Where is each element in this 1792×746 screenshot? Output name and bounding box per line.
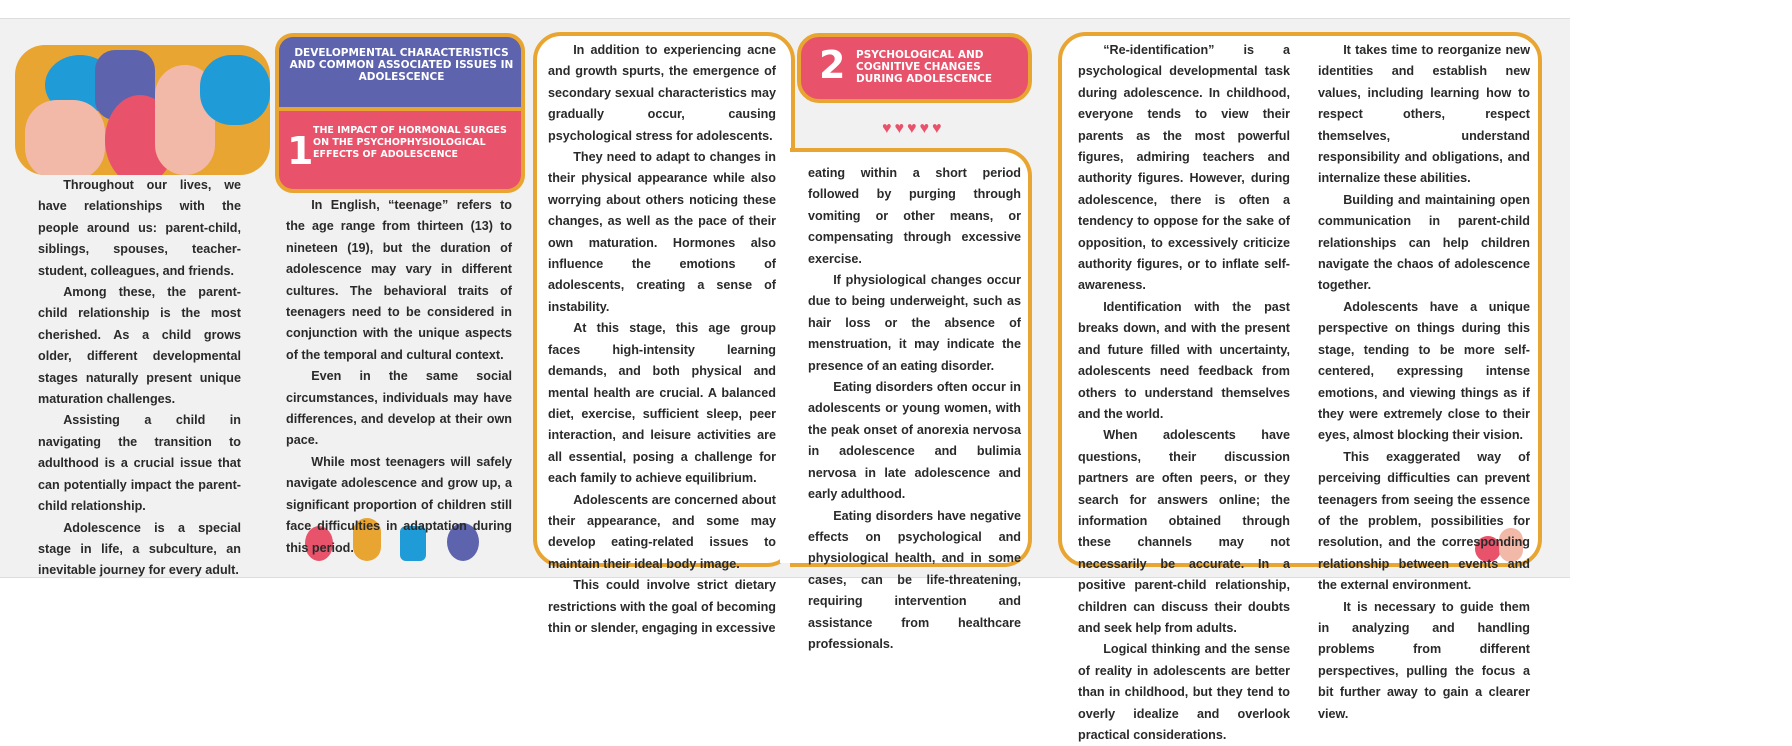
paragraph: Adolescents have a unique perspective on things during this stage, tending to be more self-centered, expressing intense emotions, and viewing things as if they were extremely close to their eyes, almost blocking their vision. [1318, 299, 1530, 443]
paragraph: If physiological changes occur due to being underweight, such as hair loss or the absence of menstruation, it may indicate the presence of an eating disorder. [808, 273, 1021, 373]
paragraph: Eating disorders have negative effects on psychological and physiological health, and in some cases, can be life-threatening, requiring intervention and assistance from healthcare professionals. [808, 508, 1021, 651]
main-title-banner [275, 33, 525, 193]
paragraph: Adolescents are concerned about their appearance, and some may develop eating-related issues to maintain their ideal body image. [548, 492, 776, 571]
section-number: 1 [287, 129, 314, 173]
section2-text-right [1318, 40, 1530, 725]
main-title: DEVELOPMENTAL CHARACTERISTICS AND COMMON ASSOCIATED ISSUES IN ADOLESCENCE [289, 47, 514, 83]
paragraph: Among these, the parent-child relationship is the most cherished. As a child grows older, different developmental stages naturally present unique maturation challenges. [38, 285, 241, 407]
paragraph: eating within a short period followed by purging through vomiting or other means, or compensating through excessive exercise. [808, 166, 1021, 266]
paragraph: They need to adapt to changes in their physical appearance while also worrying about others noticing these changes, as well as the pace of their own maturation. Hormones also influence the emotions of adolescents, creating a sense of instability. [548, 150, 776, 314]
paragraph: This could involve strict dietary restrictions with the goal of becoming thin or slender, engaging in excessive [548, 578, 776, 635]
section1-continued-text [548, 40, 776, 639]
paragraph: Building and maintaining open communication in parent-child relationships can help children navigate the chaos of adolescence together. [1318, 192, 1530, 293]
paragraph: Adolescence is a special stage in life, a subculture, an inevitable journey for every adult. [38, 520, 241, 578]
paragraph: At this stage, this age group faces high-intensity learning demands, and both physical and mental health are crucial. A balanced diet, exercise, sufficient sleep, peer interaction, and leisure activities are all essential, posing a challenge for each family to achieve equilibrium. [548, 321, 776, 486]
paragraph: It takes time to reorganize new identities and establish new values, including learning how to respect others, respect themselves, understand responsibility and obligations, and internalize these abilities. [1318, 43, 1530, 186]
section1-eating-text [808, 163, 1021, 655]
paragraph: While most teenagers will safely navigate adolescence and grow up, a significant proportion of children still face difficulties in adaptation during this period. [286, 454, 512, 555]
paragraph: Even in the same social circumstances, individuals may have differences, and develop at their own pace. [286, 369, 512, 448]
paragraph: Eating disorders often occur in adolescents or young women, with the peak onset of anorexia nervosa in adolescence and bulimia nervosa in late adolescence and early adulthood. [808, 380, 1021, 502]
paragraph: Assisting a child in navigating the transition to adulthood is a crucial issue that can potentially impact the parent-child relationship. [38, 413, 241, 514]
characters-illustration [15, 45, 270, 175]
paragraph: Logical thinking and the sense of reality in adolescents are better than in childhood, but they tend to overly idealize and overlook practical considerations. [1078, 642, 1290, 742]
section-title: PSYCHOLOGICAL AND COGNITIVE CHANGES DURING ADOLESCENCE [856, 49, 993, 85]
paragraph: “Re-identification” is a psychological developmental task during adolescence. In childhood, everyone tends to view their parents as the most powerful figures, admiring teachers and authority figures. However, during adolescence, there is often a tendency to oppose for the sake of opposition, to excessively criticize authority figures, or to inflate self-awareness. [1078, 43, 1290, 293]
tulip-icons: ♥♥♥♥♥ [882, 120, 945, 137]
section2-banner [797, 33, 1032, 103]
paragraph: Identification with the past breaks down, and with the present and future filled with uncertainty, adolescents need feedback from others to understand themselves and the world. [1078, 299, 1290, 421]
paragraph: In addition to experiencing acne and growth spurts, the emergence of secondary sexual characteristics may gradually occur, causing psychological stress for adolescents. [548, 43, 776, 143]
paragraph: This exaggerated way of perceiving difficulties can prevent teenagers from seeing the essence of the problem, possibilities for resolution, and the corresponding relationship between events and the external environment. [1318, 449, 1530, 593]
paragraph: It is necessary to guide them in analyzing and handling problems from different perspectives, pulling the focus a bit further away to gain a clearer view. [1318, 599, 1530, 721]
section1-text [286, 195, 512, 559]
section2-text-left [1078, 40, 1290, 746]
paragraph: In English, “teenage” refers to the age range from thirteen (13) to nineteen (19), but the duration of adolescence may vary in different cultures. The behavioral traits of teenagers need to be considered in conjunction with the unique aspects of the temporal and cultural context. [286, 198, 512, 362]
section-number: 2 [819, 43, 846, 87]
intro-text [38, 175, 241, 582]
paragraph: Throughout our lives, we have relationships with the people around us: parent-child, siblings, spouses, teacher-student, colleagues, and friends. [38, 178, 241, 278]
box-joint [780, 152, 810, 563]
section-title: THE IMPACT OF HORMONAL SURGES ON THE PSYCHOPHYSIOLOGICAL EFFECTS OF ADOLESCENCE [313, 125, 507, 160]
paragraph: When adolescents have questions, their discussion partners are often peers, or they search for answers online; the information obtained through these channels may not necessarily be accurate. In a positive parent-child relationship, children can discuss their doubts and seek help from adults. [1078, 428, 1290, 635]
